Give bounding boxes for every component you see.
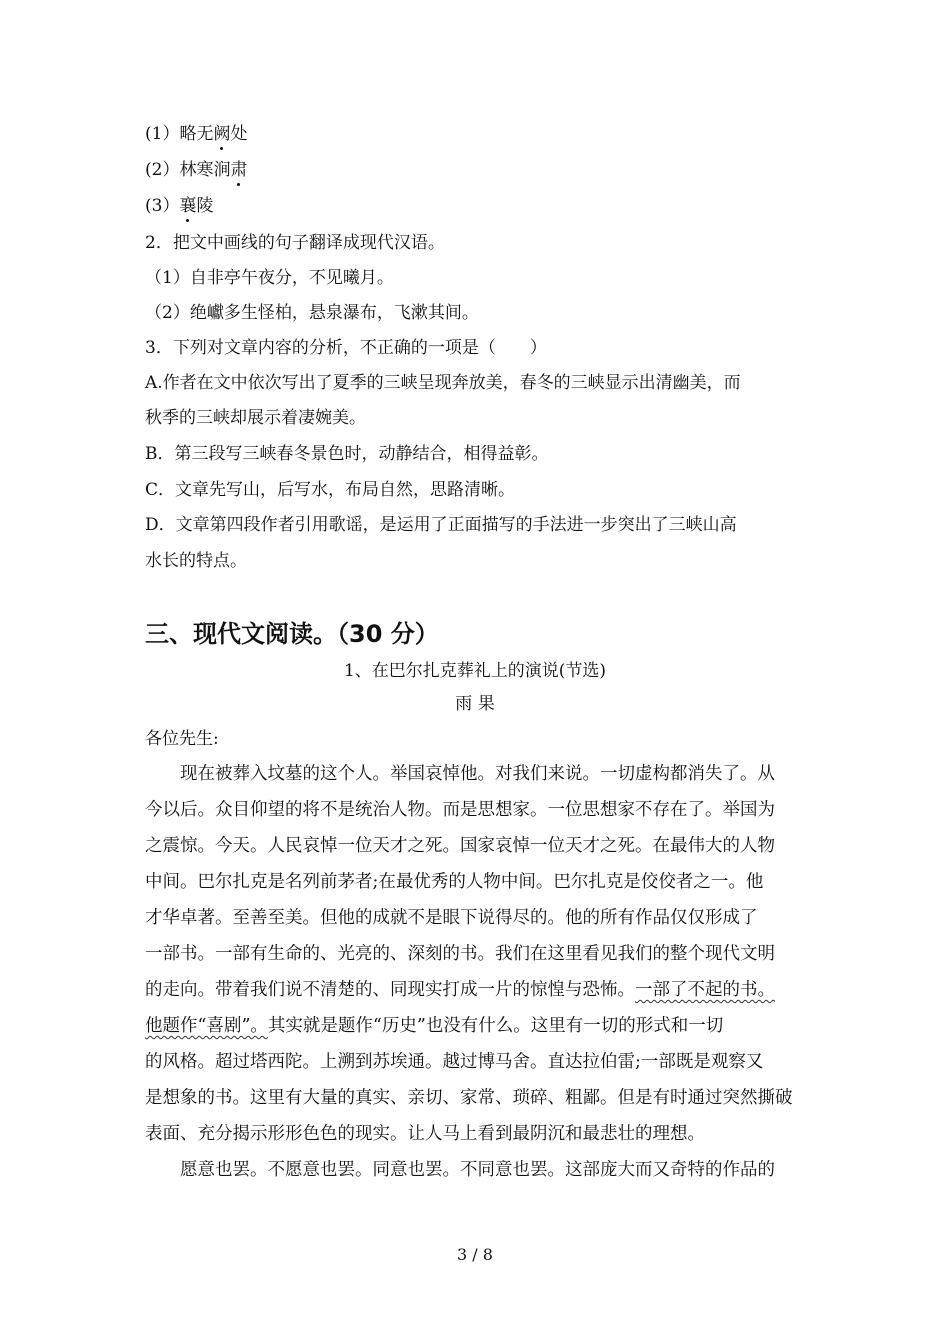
emphasis-dot-char: 阙 bbox=[213, 124, 231, 144]
question-2-sentence-2: （2）绝巘多生怪柏，悬泉瀑布，飞漱其间。 bbox=[145, 303, 479, 323]
question-2-stem: 2．把文中画线的句子翻译成现代汉语。 bbox=[145, 233, 445, 253]
para-line: 的走向。带着我们说不清楚的、同现实打成一片的惊惶与恐怖。一部了不起的书。 bbox=[145, 980, 775, 1000]
emphasis-dot-char: 肃 bbox=[230, 160, 248, 180]
option-a-line-1: A.作者在文中依次写出了夏季的三峡呈现奔放美，春冬的三峡显示出清幽美，而 bbox=[145, 373, 741, 393]
wavy-underlined-text: 他题作“喜剧”。 bbox=[145, 1016, 268, 1036]
para-line: 中间。巴尔扎克是名列前茅者;在最优秀的人物中间。巴尔扎克是佼佼者之一。他 bbox=[145, 872, 764, 892]
emphasis-dot-char: 襄 bbox=[179, 196, 197, 216]
section-heading: 三、现代文阅读。（30 分） bbox=[145, 620, 439, 648]
item-3: (3）襄陵 bbox=[145, 196, 214, 216]
para-line: 表面、充分揭示形形色色的现实。让人马上看到最阴沉和最悲壮的理想。 bbox=[145, 1124, 705, 1144]
para-line: 今以后。众目仰望的将不是统治人物。而是思想家。一位思想家不存在了。举国为 bbox=[145, 800, 775, 820]
item-2: (2）林寒涧肃 bbox=[145, 160, 248, 180]
wavy-underlined-text: 一部了不起的书。 bbox=[635, 980, 775, 1000]
article-title: 1、在巴尔扎克葬礼上的演说(节选) bbox=[343, 661, 607, 681]
question-3-stem: 3．下列对文章内容的分析，不正确的一项是（ ） bbox=[145, 338, 547, 358]
option-b: B．第三段写三峡春冬景色时，动静结合，相得益彰。 bbox=[145, 444, 549, 464]
option-d-line-2: 水长的特点。 bbox=[145, 551, 247, 571]
para-line: 的风格。超过塔西陀。上溯到苏埃通。越过博马舍。直达拉伯雷;一部既是观察又 bbox=[145, 1052, 764, 1072]
para-line: 现在被葬入坟墓的这个人。举国哀悼他。对我们来说。一切虚构都消失了。从 bbox=[180, 764, 775, 784]
paragraph-1 bbox=[145, 756, 810, 1188]
page-number: 3 / 8 bbox=[457, 1245, 493, 1264]
para-line: 他题作“喜剧”。其实就是题作“历史”也没有什么。这里有一切的形式和一切 bbox=[145, 1016, 724, 1036]
para-line: 才华卓著。至善至美。但他的成就不是眼下说得尽的。他的所有作品仅仅形成了 bbox=[145, 908, 758, 928]
option-d-line-1: D．文章第四段作者引用歌谣，是运用了正面描写的手法进一步突出了三峡山高 bbox=[145, 515, 737, 535]
item-1: (1）略无阙处 bbox=[145, 124, 248, 144]
option-a-line-2: 秋季的三峡却展示着凄婉美。 bbox=[145, 408, 366, 428]
para-line: 是想象的书。这里有大量的真实、亲切、家常、琐碎、粗鄙。但是有时通过突然撕破 bbox=[145, 1088, 793, 1108]
question-2-sentence-1: （1）自非亭午夜分，不见曦月。 bbox=[145, 268, 394, 288]
article-author: 雨 果 bbox=[455, 694, 495, 714]
para-line: 一部书。一部有生命的、光亮的、深刻的书。我们在这里看见我们的整个现代文明 bbox=[145, 944, 775, 964]
option-c: C．文章先写山，后写水，布局自然，思路清晰。 bbox=[145, 480, 516, 500]
greeting: 各位先生: bbox=[145, 729, 219, 749]
para-line: 之震惊。今天。人民哀悼一位天才之死。国家哀悼一位天才之死。在最伟大的人物 bbox=[145, 836, 775, 856]
paragraph-2: 愿意也罢。不愿意也罢。同意也罢。不同意也罢。这部庞大而又奇特的作品的 bbox=[180, 1160, 775, 1180]
